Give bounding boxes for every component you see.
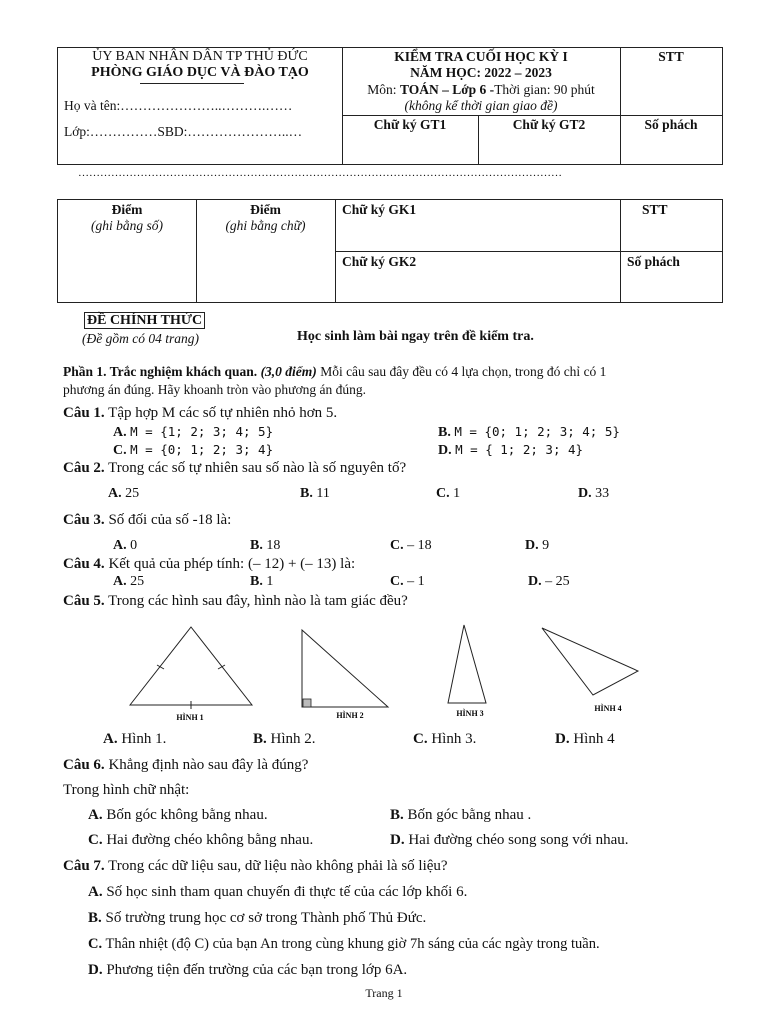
- page-count-note: (Đề gồm có 04 trang): [82, 331, 199, 346]
- q4-stem: [63, 556, 355, 573]
- so-phach-label: Số phách: [644, 117, 698, 132]
- option-text: 18: [266, 538, 281, 553]
- q7-option-c[interactable]: [88, 936, 600, 953]
- option-text: 9: [542, 538, 550, 553]
- q3-option-a[interactable]: [113, 538, 137, 554]
- q6-stem: [63, 757, 308, 774]
- option-letter: C.: [88, 832, 103, 848]
- option-letter: C.: [390, 538, 404, 553]
- option-text: M = {1; 2; 3; 4; 5}: [130, 424, 274, 439]
- q4-text: Kết quả của phép tính: (– 12) + (– 13) là:: [108, 556, 356, 572]
- option-text: M = { 1; 2; 3; 4}: [455, 442, 584, 457]
- option-text: 33: [595, 486, 610, 501]
- option-letter: A.: [113, 538, 127, 553]
- class-field: Lớp:……………SBD:…………………..…: [64, 124, 303, 139]
- score-number-note: (ghi bằng số): [91, 218, 163, 233]
- q7-option-a[interactable]: [88, 884, 467, 901]
- page-number: Trang 1: [365, 986, 403, 1000]
- q2-label: Câu 2.: [63, 460, 105, 476]
- q1-text: Tập hợp M các số tự nhiên nhỏ hơn 5.: [108, 405, 338, 421]
- option-text: M = {0; 1; 2; 3; 4; 5}: [454, 424, 620, 439]
- figure-4-caption: HÌNH 4: [594, 704, 622, 713]
- q2-option-b[interactable]: [300, 486, 330, 502]
- option-letter: B.: [390, 807, 404, 823]
- option-letter: A.: [113, 425, 127, 440]
- option-text: Số học sinh tham quan chuyến đi thực tế của các lớp khối 6.: [106, 884, 468, 900]
- part1-title: Phần 1. Trắc nghiệm khách quan.: [63, 364, 258, 379]
- exam-title: KIỂM TRA CUỐI HỌC KỲ I: [394, 49, 568, 64]
- q5-stem: [63, 593, 408, 610]
- option-text: Phương tiện đến trường của các bạn trong lớp 6A.: [106, 962, 408, 978]
- q4-option-c[interactable]: [390, 574, 425, 590]
- q1-label: Câu 1.: [63, 405, 105, 421]
- time-note: (không kể thời gian giao đề): [404, 98, 558, 113]
- option-text: 1: [453, 486, 461, 501]
- official-box: ĐỀ CHÍNH THỨC: [84, 312, 205, 329]
- score-stt-label: STT: [642, 202, 668, 217]
- exam-duration: Thời gian: 90 phút: [494, 82, 595, 97]
- org-underline: [140, 83, 244, 84]
- q6-text: Khẳng định nào sau đây là đúng?: [108, 757, 309, 773]
- q6-context: Trong hình chữ nhật:: [63, 782, 190, 798]
- gt1-label: Chữ ký GT1: [373, 117, 447, 132]
- option-letter: D.: [578, 486, 592, 501]
- q4-option-d[interactable]: [528, 574, 570, 590]
- q7-option-b[interactable]: [88, 910, 426, 927]
- figure-3-caption: HÌNH 3: [456, 709, 484, 718]
- q5-option-d[interactable]: [555, 731, 615, 748]
- option-text: 1: [266, 574, 274, 589]
- gk1-label: Chữ ký GK1: [342, 202, 417, 217]
- q2-option-d[interactable]: [578, 486, 609, 502]
- q6-option-b[interactable]: [390, 807, 531, 824]
- option-text: Hai đường chéo song song với nhau.: [408, 832, 629, 848]
- q7-stem: [63, 858, 448, 875]
- option-letter: B.: [300, 486, 313, 501]
- option-letter: D.: [525, 538, 539, 553]
- option-letter: C.: [413, 731, 428, 747]
- option-letter: A.: [108, 486, 122, 501]
- option-letter: D.: [555, 731, 570, 747]
- score-so-phach-label: Số phách: [627, 254, 680, 269]
- q4-option-a[interactable]: [113, 574, 144, 590]
- q1-option-a[interactable]: [113, 424, 273, 441]
- figure-3-isosceles-triangle: [448, 625, 486, 703]
- option-text: Thân nhiệt (độ C) của bạn An trong cùng khung giờ 7h sáng của các ngày trong tuần.: [105, 936, 600, 952]
- option-letter: A.: [113, 574, 127, 589]
- q3-option-c[interactable]: [390, 538, 432, 554]
- part1-points: (3,0 điểm): [260, 364, 317, 379]
- figure-1-equilateral-triangle: [130, 627, 252, 709]
- q6-option-a[interactable]: [88, 807, 268, 824]
- option-letter: D.: [528, 574, 542, 589]
- header-divider: [620, 48, 621, 165]
- option-letter: D.: [438, 443, 452, 458]
- school-year: NĂM HỌC: 2022 – 2023: [410, 65, 552, 80]
- org-line2: PHÒNG GIÁO DỤC VÀ ĐÀO TẠO: [91, 65, 309, 80]
- subject-line: [342, 82, 620, 98]
- q7-label: Câu 7.: [63, 858, 105, 874]
- figure-2-caption: HÌNH 2: [336, 711, 364, 720]
- q5-option-b[interactable]: [253, 731, 316, 748]
- q5-text: Trong các hình sau đây, hình nào là tam giác đều?: [108, 593, 408, 609]
- option-text: Hình 3.: [431, 731, 477, 747]
- option-letter: A.: [88, 807, 103, 823]
- q5-label: Câu 5.: [63, 593, 105, 609]
- q5-option-a[interactable]: [103, 731, 166, 748]
- option-letter: A.: [88, 884, 103, 900]
- option-text: – 1: [407, 574, 425, 589]
- triangle-figures: [0, 615, 768, 725]
- q5-option-c[interactable]: [413, 731, 476, 748]
- option-text: Hình 2.: [270, 731, 316, 747]
- score-word-note: (ghi bằng chữ): [225, 218, 306, 233]
- option-text: 0: [130, 538, 138, 553]
- q3-text: Số đối của số -18 là:: [108, 512, 232, 528]
- score-word-label: Điểm: [250, 202, 281, 217]
- q3-option-d[interactable]: [525, 538, 549, 554]
- q4-label: Câu 4.: [63, 556, 105, 572]
- option-text: Số trường trung học cơ sở trong Thành phố Thủ Đức.: [105, 910, 427, 926]
- part1-desc1: Mỗi câu sau đây đều có 4 lựa chọn, trong đó chỉ có 1: [320, 364, 607, 379]
- option-letter: A.: [103, 731, 118, 747]
- cut-line: ……………………………………………………………………………………………………………………: [78, 168, 562, 178]
- score-number-label: Điểm: [111, 202, 143, 217]
- subject-name: TOÁN – Lớp 6 -: [399, 82, 495, 97]
- part1-line1: [63, 364, 606, 380]
- option-letter: B.: [438, 425, 451, 440]
- option-text: Hình 1.: [121, 731, 167, 747]
- option-letter: C.: [113, 443, 127, 458]
- name-field: Họ và tên:…………………..……….……: [64, 98, 293, 113]
- q2-stem: [63, 460, 406, 477]
- option-text: Bốn góc không bằng nhau.: [106, 807, 268, 823]
- q7-option-d[interactable]: [88, 962, 407, 979]
- q2-option-a[interactable]: [108, 486, 139, 502]
- instruction: Học sinh làm bài ngay trên đề kiểm tra.: [297, 329, 534, 344]
- part1-desc2: phương án đúng. Hãy khoanh tròn vào phương án đúng.: [63, 382, 366, 397]
- q3-stem: [63, 512, 231, 529]
- option-letter: B.: [88, 910, 102, 926]
- gt2-label: Chữ ký GT2: [512, 117, 586, 132]
- figure-2-right-triangle: [302, 630, 388, 707]
- q6-option-d[interactable]: [390, 832, 629, 849]
- option-text: – 18: [407, 538, 432, 553]
- header-divider: [342, 115, 722, 116]
- option-text: 25: [130, 574, 145, 589]
- option-letter: D.: [390, 832, 405, 848]
- option-letter: C.: [390, 574, 404, 589]
- option-letter: D.: [88, 962, 103, 978]
- option-letter: C.: [436, 486, 450, 501]
- option-text: 25: [125, 486, 140, 501]
- q6-label: Câu 6.: [63, 757, 105, 773]
- q3-label: Câu 3.: [63, 512, 105, 528]
- option-text: Hai đường chéo không bằng nhau.: [106, 832, 314, 848]
- option-letter: C.: [88, 936, 103, 952]
- q1-option-c[interactable]: [113, 442, 273, 459]
- option-text: 11: [316, 486, 330, 501]
- q1-option-b[interactable]: [438, 424, 620, 441]
- option-text: Hình 4: [573, 731, 615, 747]
- subject-prefix: Môn:: [367, 82, 400, 97]
- stt-label: STT: [658, 49, 684, 64]
- option-letter: B.: [250, 538, 263, 553]
- official-label: [84, 313, 205, 329]
- figure-1-caption: HÌNH 1: [176, 713, 204, 722]
- option-text: M = {0; 1; 2; 3; 4}: [130, 442, 274, 457]
- figure-4-scalene-triangle: [542, 628, 638, 695]
- q2-text: Trong các số tự nhiên sau số nào là số nguyên tố?: [108, 460, 407, 476]
- option-text: Bốn góc bằng nhau .: [407, 807, 532, 823]
- option-text: – 25: [545, 574, 570, 589]
- org-line1: ỦY BAN NHÂN DÂN TP THỦ ĐỨC: [92, 49, 308, 64]
- q6-option-c[interactable]: [88, 832, 313, 849]
- option-letter: B.: [253, 731, 267, 747]
- q4-option-b[interactable]: [250, 574, 273, 590]
- q7-text: Trong các dữ liệu sau, dữ liệu nào không phải là số liệu?: [108, 858, 448, 874]
- q1-stem: [63, 405, 337, 422]
- gk2-label: Chữ ký GK2: [342, 254, 417, 269]
- option-letter: B.: [250, 574, 263, 589]
- score-divider: [335, 251, 722, 252]
- q1-option-d[interactable]: [438, 442, 583, 459]
- q3-option-b[interactable]: [250, 538, 280, 554]
- q2-option-c[interactable]: [436, 486, 460, 502]
